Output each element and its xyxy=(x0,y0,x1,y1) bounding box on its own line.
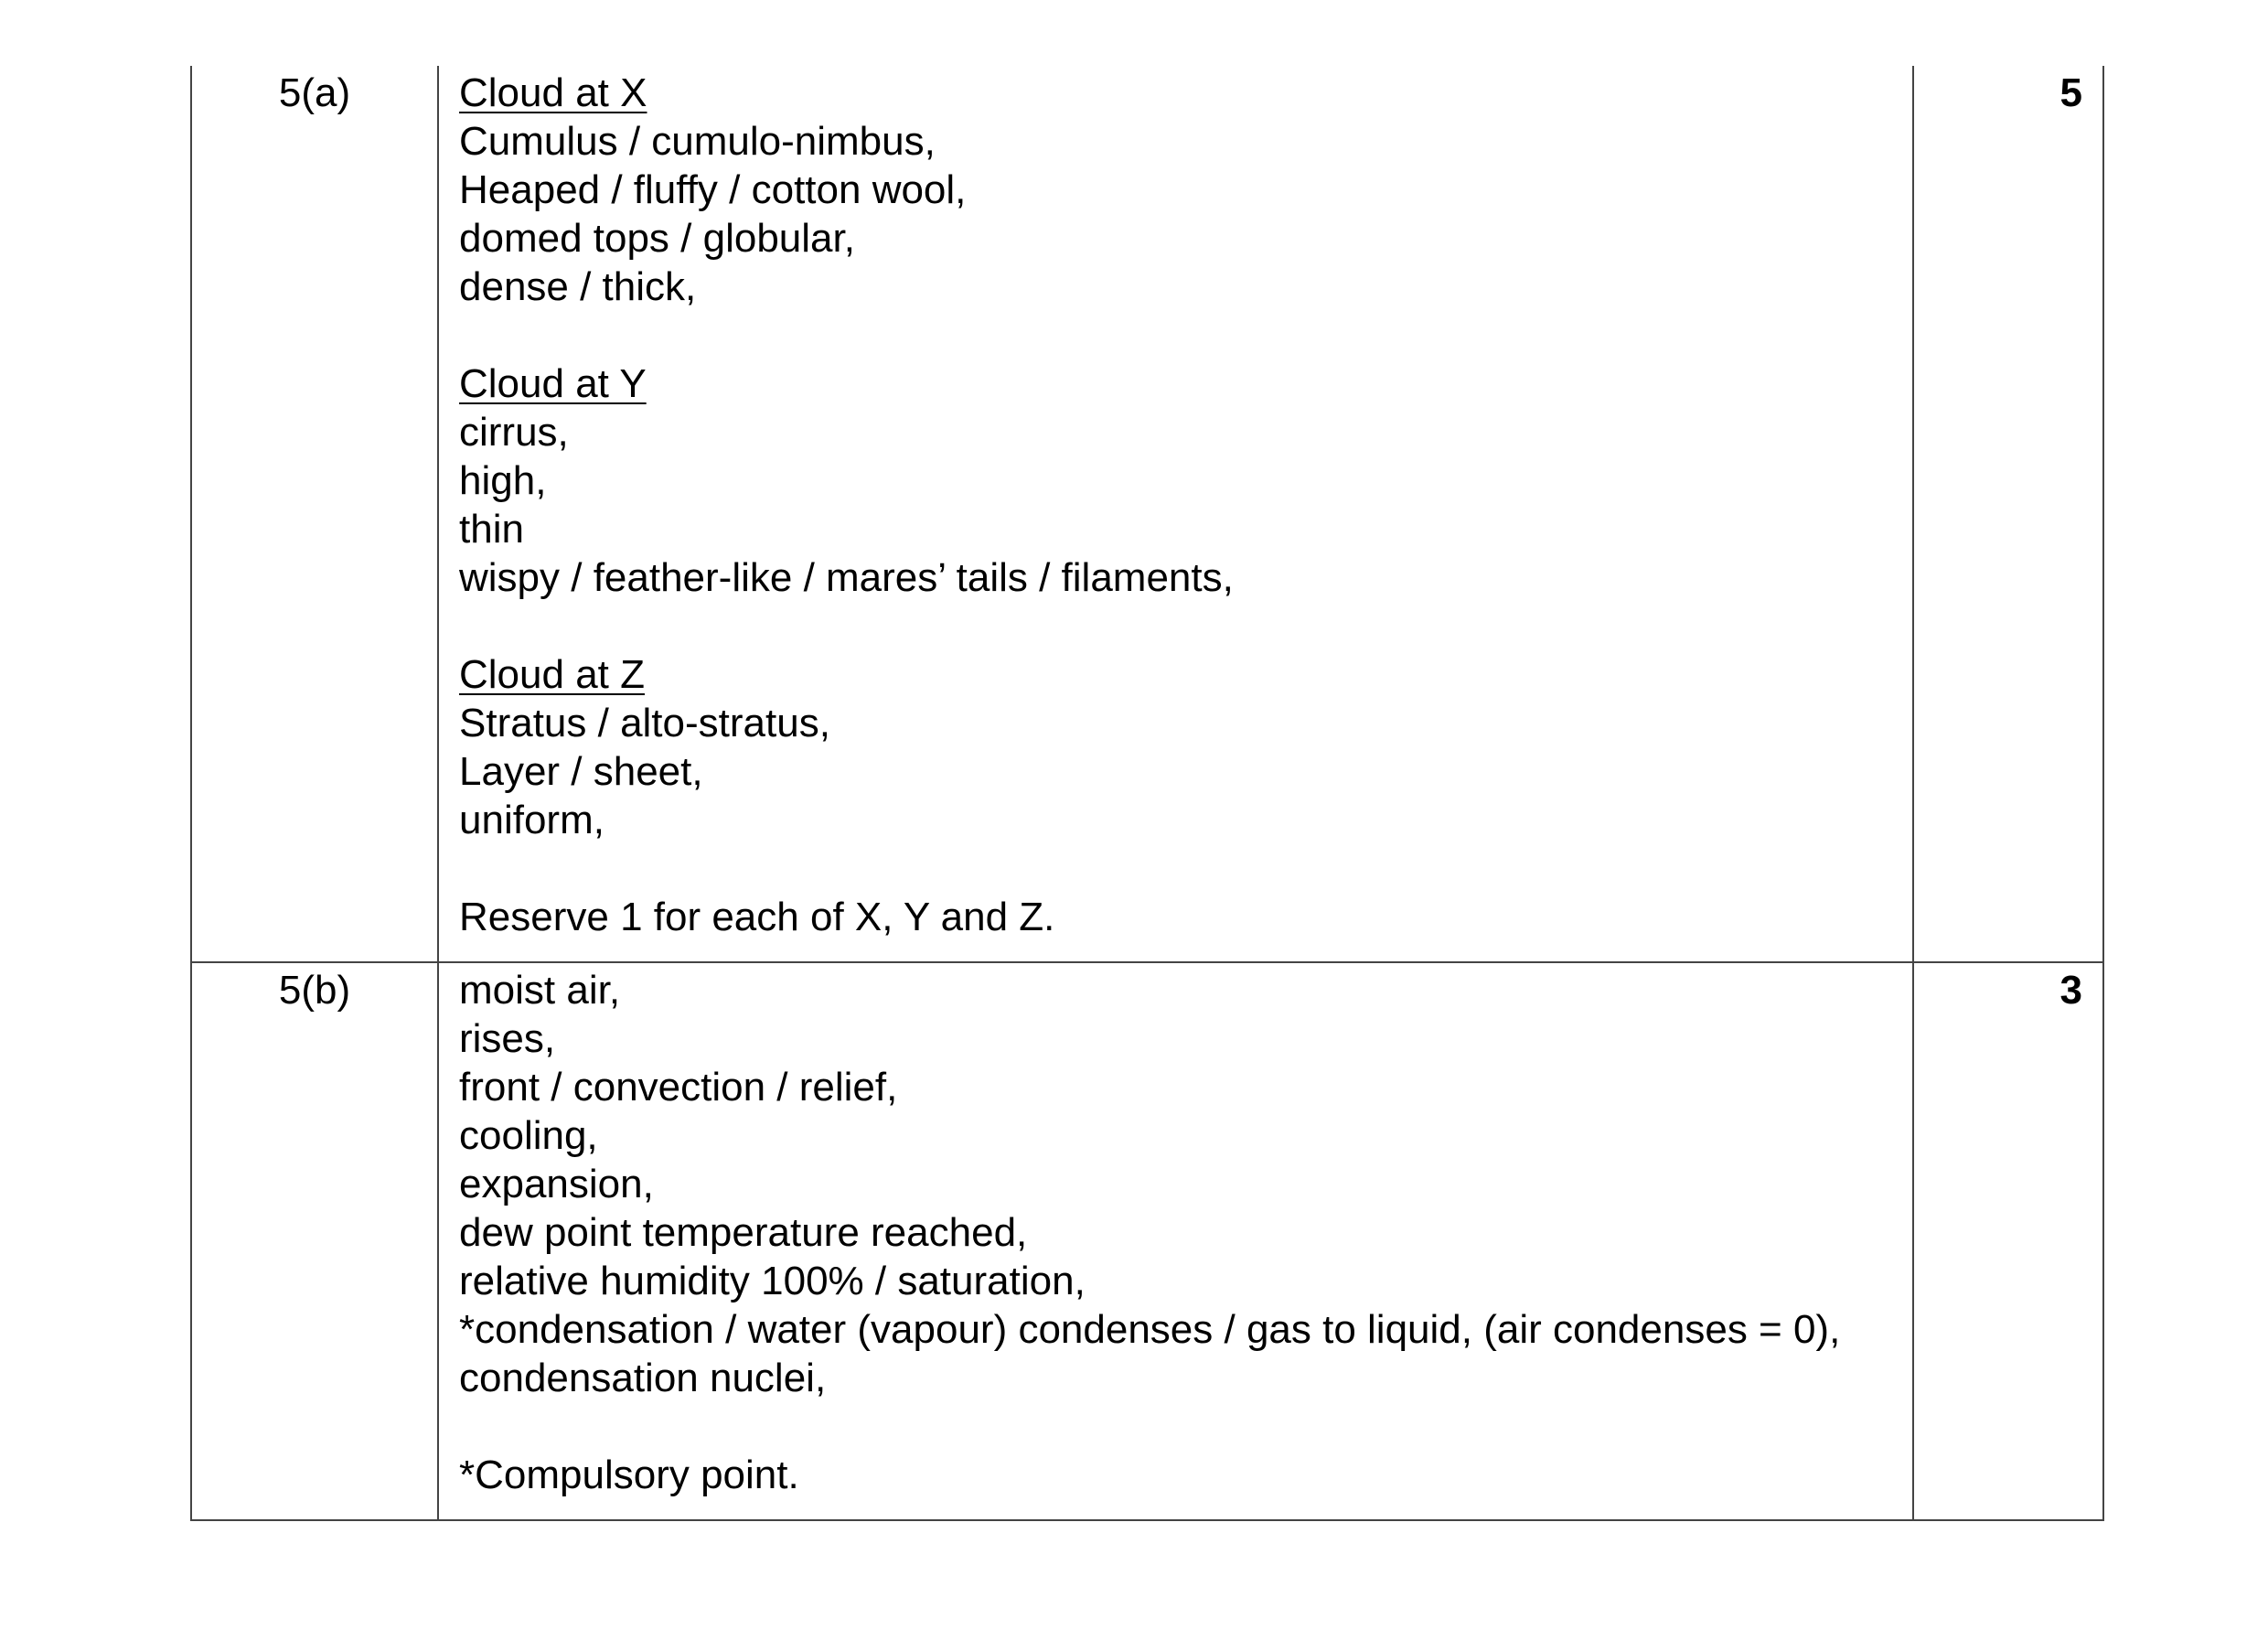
answer-line: high, xyxy=(459,458,547,503)
answer-line: Layer / sheet, xyxy=(459,749,703,794)
question-number-cell xyxy=(191,962,438,1520)
marking-note: Reserve 1 for each of X, Y and Z. xyxy=(459,895,1055,939)
spacer xyxy=(459,1402,1894,1451)
answer-cell xyxy=(438,66,1913,962)
answer-line: Heaped / fluffy / cotton wool, xyxy=(459,167,967,212)
spacer xyxy=(459,311,1894,359)
answer-line: thin xyxy=(459,507,524,552)
answer-line: *condensation / water (vapour) condenses / gas to liquid, (air condenses = 0), xyxy=(459,1307,1841,1352)
answer-line: domed tops / globular, xyxy=(459,216,855,261)
answer-line: uniform, xyxy=(459,798,604,842)
answer-line: relative humidity 100% / saturation, xyxy=(459,1259,1086,1303)
group-heading: Cloud at Y xyxy=(459,361,647,406)
answer-line: cooling, xyxy=(459,1113,598,1158)
group-heading: Cloud at X xyxy=(459,70,647,115)
answer-line: Stratus / alto-stratus, xyxy=(459,701,830,745)
spacer xyxy=(459,844,1894,893)
question-row-5b xyxy=(191,962,2103,1520)
marking-note: *Compulsory point. xyxy=(459,1453,799,1497)
answer-line: condensation nuclei, xyxy=(459,1356,827,1400)
answer-line: expansion, xyxy=(459,1162,654,1206)
answer-line: rises, xyxy=(459,1016,556,1061)
answer-line: dense / thick, xyxy=(459,264,697,309)
marks-value: 5 xyxy=(2059,70,2082,115)
question-number: 5(a) xyxy=(278,70,351,115)
mark-scheme-table xyxy=(190,66,2104,1521)
question-row-5a xyxy=(191,66,2103,962)
answer-line: Cumulus / cumulo-nimbus, xyxy=(459,119,936,164)
marks-cell xyxy=(1913,962,2103,1520)
answer-line: moist air, xyxy=(459,968,621,1013)
answer-line: dew point temperature reached, xyxy=(459,1210,1028,1255)
group-heading: Cloud at Z xyxy=(459,652,645,697)
answer-line: front / convection / relief, xyxy=(459,1065,898,1110)
answer-line: wispy / feather-like / mares’ tails / filaments, xyxy=(459,555,1234,600)
answer-cell xyxy=(438,962,1913,1520)
marks-value: 3 xyxy=(2059,968,2082,1013)
question-number: 5(b) xyxy=(278,968,351,1013)
spacer xyxy=(459,602,1894,650)
answer-line: cirrus, xyxy=(459,410,569,455)
marks-cell xyxy=(1913,66,2103,962)
question-number-cell xyxy=(191,66,438,962)
